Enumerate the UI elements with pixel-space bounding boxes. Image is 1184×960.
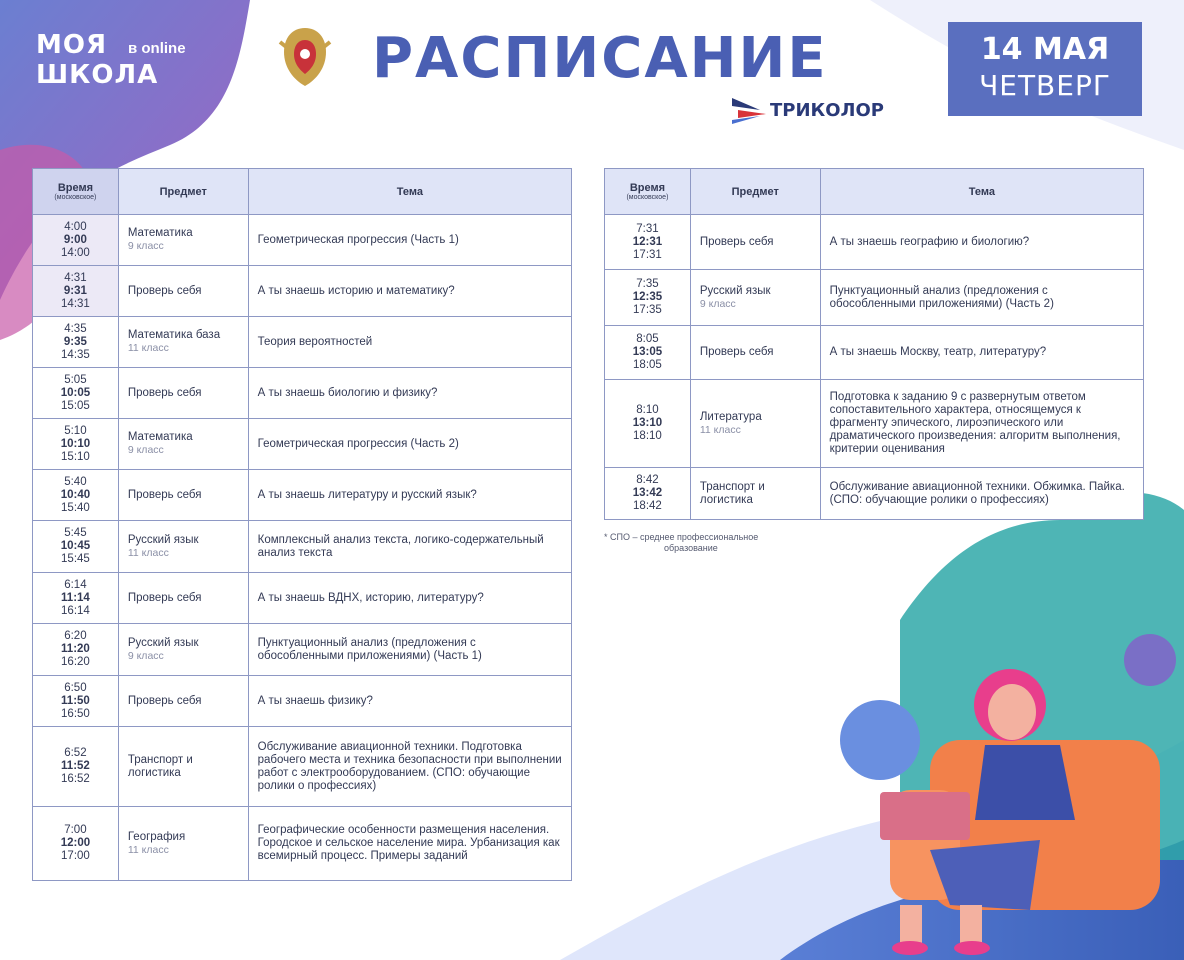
table-row (33, 266, 572, 317)
time-moscow: 11:52 (61, 760, 90, 772)
topic-column-header: Тема (248, 169, 571, 215)
time-moscow: 13:10 (632, 417, 663, 429)
time-cell (33, 368, 119, 419)
time-early: 5:05 (64, 373, 87, 386)
topic-cell: А ты знаешь ВДНХ, историю, литературу? (248, 573, 571, 624)
subject-name: География (127, 830, 186, 843)
time-late: 14:00 (61, 246, 90, 259)
time-moscow: 13:05 (632, 346, 663, 358)
subject-cell (118, 521, 248, 573)
subject-cell (118, 470, 248, 521)
time-cell (605, 215, 691, 270)
subject-name: Транспорт и логистика (127, 753, 193, 779)
grade-label: 11 класс (127, 843, 169, 856)
subject-cell (118, 266, 248, 317)
subject-name: Проверь себя (127, 591, 202, 604)
table-header-row (33, 169, 572, 215)
subject-column-header: Предмет (690, 169, 820, 215)
time-cell (33, 317, 119, 368)
time-moscow: 10:40 (60, 488, 91, 501)
subject-cell (118, 807, 248, 881)
table-row (605, 215, 1144, 270)
time-late: 16:20 (61, 656, 90, 668)
time-cell (605, 468, 691, 520)
time-cell (33, 727, 119, 807)
table-row (33, 470, 572, 521)
time-header-label: Время (57, 182, 94, 194)
time-moscow: 10:05 (60, 386, 91, 399)
table-row (33, 624, 572, 676)
table-row (33, 727, 572, 807)
table-row (605, 326, 1144, 380)
time-late: 18:05 (633, 359, 662, 371)
time-early: 7:00 (64, 824, 87, 836)
time-cell (33, 521, 119, 573)
time-early: 4:00 (64, 220, 87, 233)
time-late: 14:31 (61, 297, 90, 310)
coat-of-arms-icon (270, 22, 340, 92)
subject-cell (118, 676, 248, 727)
time-cell (605, 326, 691, 380)
topic-cell: Подготовка к заданию 9 с развернутым ответом сопоставительного характера, относящемуся к фрагменту эпического, лироэпического или драматического произведения: алгоритм выполнения, критерии оценивания (820, 380, 1143, 468)
subject-cell (118, 317, 248, 368)
time-late: 15:10 (61, 450, 90, 463)
topic-cell: Пунктуационный анализ (предложения с обособленными приложениями) (Часть 2) (820, 270, 1143, 326)
subject-name: Проверь себя (127, 694, 202, 707)
footnote (604, 532, 844, 554)
footnote-line1: * СПО – среднее профессиональное (604, 532, 759, 542)
topic-column-header: Тема (820, 169, 1143, 215)
footnote-line2: образование (664, 543, 718, 553)
subject-name: Проверь себя (699, 346, 774, 358)
time-cell (33, 624, 119, 676)
time-cell (33, 419, 119, 470)
time-moscow: 12:31 (632, 235, 663, 248)
subject-name: Литература (699, 410, 762, 423)
subject-name: Проверь себя (127, 488, 202, 501)
table-row (33, 807, 572, 881)
table-row (33, 215, 572, 266)
time-cell (33, 807, 119, 881)
time-late: 18:42 (633, 500, 662, 512)
subject-cell (690, 380, 820, 468)
time-early: 5:40 (64, 475, 87, 488)
subject-cell (690, 270, 820, 326)
time-moscow: 12:35 (632, 291, 663, 303)
topic-cell: А ты знаешь физику? (248, 676, 571, 727)
topic-cell: Теория вероятностей (248, 317, 571, 368)
time-cell (33, 215, 119, 266)
time-cell (33, 470, 119, 521)
time-late: 18:10 (633, 430, 662, 442)
time-late: 16:50 (61, 707, 90, 720)
table-row (33, 521, 572, 573)
time-early: 6:14 (64, 578, 87, 591)
subject-name: Проверь себя (699, 235, 774, 248)
topic-cell: Обслуживание авиационной техники. Подготовка рабочего места и техника безопасности при выполнении работ с электрооборудованием. (СПО: обучающие ролики о профессиях) (248, 727, 571, 807)
weekday-label: ЧЕТВЕРГ (979, 69, 1111, 102)
time-early: 4:35 (64, 322, 87, 335)
subject-cell (118, 419, 248, 470)
time-early: 8:42 (636, 474, 659, 486)
table-header-row (605, 169, 1144, 215)
time-moscow: 9:00 (63, 233, 87, 246)
time-cell (33, 676, 119, 727)
subject-name: Математика база (127, 329, 221, 341)
time-header-label: Время (629, 182, 666, 194)
grade-label: 11 класс (699, 423, 741, 436)
time-moscow: 11:14 (61, 591, 90, 604)
subject-cell (118, 368, 248, 419)
page-title: РАСПИСАНИЕ (372, 26, 828, 91)
subject-name: Русский язык (127, 636, 199, 649)
time-cell (33, 573, 119, 624)
logo-text-line1: МОЯ (36, 30, 107, 60)
grade-label: 9 класс (699, 297, 736, 310)
time-early: 6:50 (64, 681, 87, 694)
time-late: 16:52 (61, 773, 90, 785)
table-row (33, 419, 572, 470)
logo-online-label: в online (128, 40, 186, 57)
date-label: 14 МАЯ (980, 32, 1110, 67)
topic-cell: А ты знаешь литературу и русский язык? (248, 470, 571, 521)
time-late: 17:31 (633, 248, 662, 261)
topic-cell: Географические особенности размещения населения. Городское и сельское население мира. Урбанизация как всемирный процесс. Примеры заданий (248, 807, 571, 881)
subject-cell (118, 727, 248, 807)
table-row (605, 380, 1144, 468)
tricolor-logo (730, 94, 930, 134)
logo-text-line2: ШКОЛА (36, 60, 159, 90)
subject-cell (118, 624, 248, 676)
time-late: 14:35 (61, 348, 90, 361)
subject-name: Русский язык (127, 533, 199, 546)
time-late: 16:14 (61, 604, 90, 617)
time-early: 5:10 (64, 424, 87, 437)
time-header-sub: (московское) (626, 194, 669, 201)
subject-cell (118, 573, 248, 624)
time-early: 4:31 (64, 271, 87, 284)
table-row (33, 573, 572, 624)
grade-label: 11 класс (127, 342, 169, 354)
time-moscow: 13:42 (632, 487, 663, 499)
time-header-sub: (московское) (54, 194, 97, 201)
date-badge (948, 22, 1142, 116)
topic-cell: Геометрическая прогрессия (Часть 2) (248, 419, 571, 470)
time-early: 7:31 (636, 222, 659, 235)
grade-label: 9 класс (127, 240, 164, 252)
table-row (605, 270, 1144, 326)
subject-cell (118, 215, 248, 266)
time-early: 7:35 (636, 278, 659, 290)
time-moscow: 10:45 (60, 540, 91, 552)
tricolor-brand-text: ТРИКОЛОР (770, 100, 884, 121)
time-late: 17:35 (633, 304, 662, 316)
time-column-header (33, 169, 119, 215)
subject-column-header: Предмет (118, 169, 248, 215)
schedule-table-right (604, 168, 1144, 520)
table-row (605, 468, 1144, 520)
topic-cell: А ты знаешь биологию и физику? (248, 368, 571, 419)
time-cell (605, 380, 691, 468)
time-moscow: 10:10 (60, 437, 91, 450)
subject-name: Проверь себя (127, 284, 202, 297)
time-column-header (605, 169, 691, 215)
subject-name: Русский язык (699, 284, 771, 297)
time-early: 8:10 (636, 404, 659, 416)
time-early: 6:52 (64, 747, 87, 759)
time-moscow: 12:00 (60, 837, 91, 849)
time-moscow: 9:35 (63, 335, 87, 348)
time-early: 5:45 (64, 527, 87, 539)
schedule-table-left (32, 168, 572, 881)
subject-cell (690, 468, 820, 520)
time-early: 8:05 (636, 333, 659, 345)
time-late: 15:40 (61, 501, 90, 514)
time-moscow: 11:50 (61, 694, 90, 707)
time-early: 6:20 (64, 630, 87, 642)
topic-cell: А ты знаешь географию и биологию? (820, 215, 1143, 270)
subject-name: Проверь себя (127, 386, 202, 399)
table-row (33, 368, 572, 419)
subject-name: Математика (127, 227, 193, 239)
grade-label: 9 класс (127, 649, 164, 662)
time-late: 15:45 (61, 553, 90, 565)
tricolor-mark-icon (730, 94, 770, 130)
time-moscow: 11:20 (61, 643, 90, 655)
table-row (33, 676, 572, 727)
grade-label: 9 класс (127, 444, 164, 456)
subject-cell (690, 215, 820, 270)
table-row (33, 317, 572, 368)
grade-label: 11 класс (127, 546, 169, 559)
time-late: 15:05 (61, 399, 90, 412)
time-moscow: 9:31 (63, 284, 87, 297)
time-cell (33, 266, 119, 317)
topic-cell: Обслуживание авиационной техники. Обжимка. Пайка. (СПО: обучающие ролики о профессиях) (820, 468, 1143, 520)
topic-cell: Геометрическая прогрессия (Часть 1) (248, 215, 571, 266)
subject-cell (690, 326, 820, 380)
topic-cell: Комплексный анализ текста, логико-содержательный анализ текста (248, 521, 571, 573)
subject-name: Транспорт и логистика (699, 480, 765, 506)
topic-cell: А ты знаешь Москву, театр, литературу? (820, 326, 1143, 380)
subject-name: Математика (127, 431, 193, 443)
moya-shkola-logo (36, 30, 216, 90)
time-cell (605, 270, 691, 326)
topic-cell: Пунктуационный анализ (предложения с обособленными приложениями) (Часть 1) (248, 624, 571, 676)
topic-cell: А ты знаешь историю и математику? (248, 266, 571, 317)
time-late: 17:00 (61, 850, 90, 862)
